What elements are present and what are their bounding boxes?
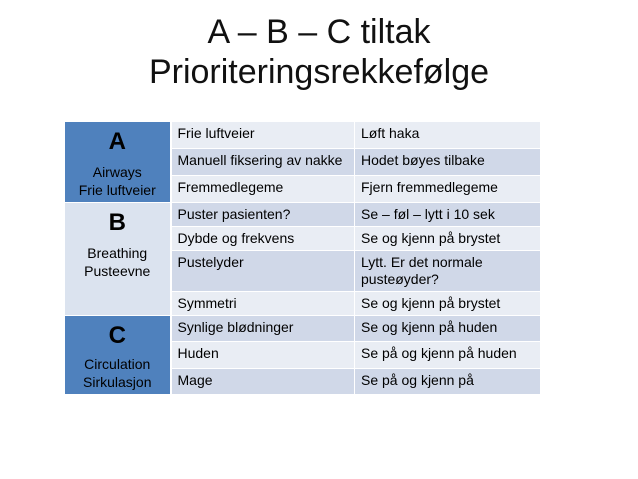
table-row [65, 122, 541, 149]
table-cell: Se på og kjenn på huden [355, 342, 541, 368]
table-cell: Puster pasienten? [171, 203, 355, 227]
group-c-header [65, 316, 171, 395]
table-cell: Pustelyder [171, 251, 355, 292]
group-name: Breathing [87, 245, 148, 261]
table-cell: Løft haka [355, 122, 541, 149]
abc-table [64, 121, 541, 395]
table-cell: Huden [171, 342, 355, 368]
table-cell: Se og kjenn på brystet [355, 292, 541, 316]
group-name-no: Pusteevne [84, 263, 151, 279]
table-cell: Se og kjenn på huden [355, 316, 541, 342]
group-letter: B [108, 209, 126, 236]
slide-title [0, 12, 638, 92]
group-a-header [65, 122, 171, 203]
group-name-no: Frie luftveier [78, 182, 156, 198]
table-cell: Symmetri [171, 292, 355, 316]
table-cell: Manuell fiksering av nakke [171, 149, 355, 176]
group-letter: A [108, 128, 126, 155]
table-cell: Lytt. Er det normale pusteøyder? [355, 251, 541, 292]
group-b-header [65, 203, 171, 316]
table-row [65, 316, 541, 342]
table-cell: Se og kjenn på brystet [355, 227, 541, 251]
table-cell: Dybde og frekvens [171, 227, 355, 251]
table-cell: Hodet bøyes tilbake [355, 149, 541, 176]
table-cell: Se på og kjenn på [355, 368, 541, 394]
table-cell: Fjern fremmedlegeme [355, 176, 541, 203]
table-cell: Mage [171, 368, 355, 394]
title-line-2: Prioriteringsrekkefølge [148, 53, 490, 91]
table-cell: Synlige blødninger [171, 316, 355, 342]
group-name: Circulation [84, 356, 151, 372]
group-letter: C [108, 322, 126, 349]
table-cell: Fremmedlegeme [171, 176, 355, 203]
table-row [65, 203, 541, 227]
group-name-no: Sirkulasjon [83, 374, 152, 390]
table-cell: Se – føl – lytt i 10 sek [355, 203, 541, 227]
group-name: Airways [92, 164, 142, 180]
title-line-1: A – B – C tiltak [207, 13, 431, 51]
table-cell: Frie luftveier [171, 122, 355, 149]
